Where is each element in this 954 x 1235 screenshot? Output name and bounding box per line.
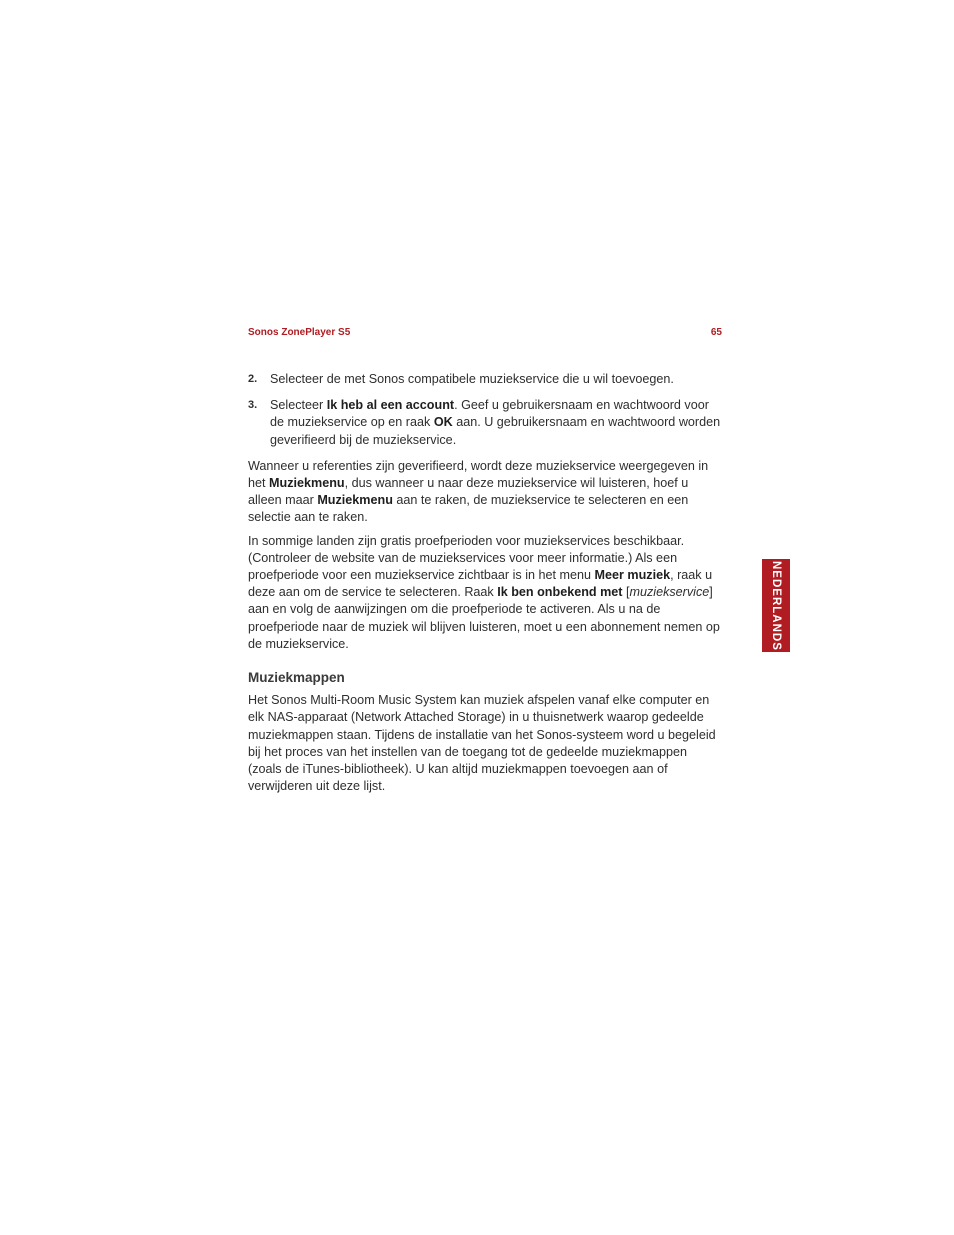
ui-term: Ik ben onbekend met (497, 585, 623, 600)
ui-term: Ik heb al een account (326, 398, 455, 413)
paragraph-text: , dus wanneer u naar deze muziekservice wil luisteren, hoef u alleen maar (248, 476, 689, 508)
paragraph-text: ] aan en volg de aanwijzingen om die proefperiode te activeren. Als u na de proefperiode naar de muziek wil blijven luisteren, moet u een abonnement nemen op de muziekservice. (248, 585, 720, 651)
step-text: aan. U gebruikersnaam en wachtwoord worden geverifieerd bij de muziekservice. (270, 415, 721, 447)
body-paragraph (248, 458, 722, 527)
step-item (248, 371, 722, 388)
language-tab-label: NEDERLANDS (770, 560, 782, 651)
ui-term: OK (433, 415, 453, 430)
step-number: 3. (248, 399, 258, 412)
paragraph-text: , raak u deze aan om de service te selecteren. Raak (248, 568, 713, 600)
step-text: . Geef u gebruikersnaam en wachtwoord voor de muziekservice op en raak (270, 398, 709, 430)
ui-term: Muziekmenu (269, 476, 345, 491)
ui-term: Muziekmenu (317, 493, 393, 508)
step-item (248, 397, 722, 449)
page-content (248, 371, 722, 801)
page-header (248, 327, 722, 343)
placeholder-term: muziekservice (629, 585, 710, 600)
paragraph-text: aan te raken, de muziekservice te selecteren en een selectie aan te raken. (248, 493, 689, 525)
ui-term: Meer muziek (594, 568, 671, 583)
page-number: 65 (710, 327, 722, 338)
paragraph-text: In sommige landen zijn gratis proefperioden voor muziekservices beschikbaar. (Controleer de website van de muziekservices voor meer informatie.) Als een proefperiode voor een muziekservice zichtbaar is in het menu (248, 533, 685, 583)
body-paragraph (248, 533, 722, 653)
step-text: Selecteer de met Sonos compatibele muziekservice die u wil toevoegen. (270, 372, 674, 386)
document-title: Sonos ZonePlayer S5 (248, 327, 351, 338)
paragraph-text: [ (622, 585, 630, 600)
step-text: Selecteer (270, 398, 327, 413)
section-heading: Muziekmappen (248, 670, 345, 686)
section-body: Het Sonos Multi-Room Music System kan muziek afspelen vanaf elke computer en elk NAS-apparaat (Network Attached Storage) in u thuisnetwerk waarop gedeelde muziekmappen staan. Tijdens de installatie van het Sonos-systeem word u begeleid bij het proces van het instellen van de toegang tot de gedeelde muziekmappen (zoals de iTunes-bibliotheek). U kan altijd muziekmappen toevoegen aan of verwijderen uit deze lijst. (248, 693, 716, 794)
paragraph-text: Wanneer u referenties zijn geverifieerd, wordt deze muziekservice weergegeven in het (248, 458, 709, 491)
language-side-tab (762, 559, 790, 652)
step-number: 2. (248, 373, 258, 385)
